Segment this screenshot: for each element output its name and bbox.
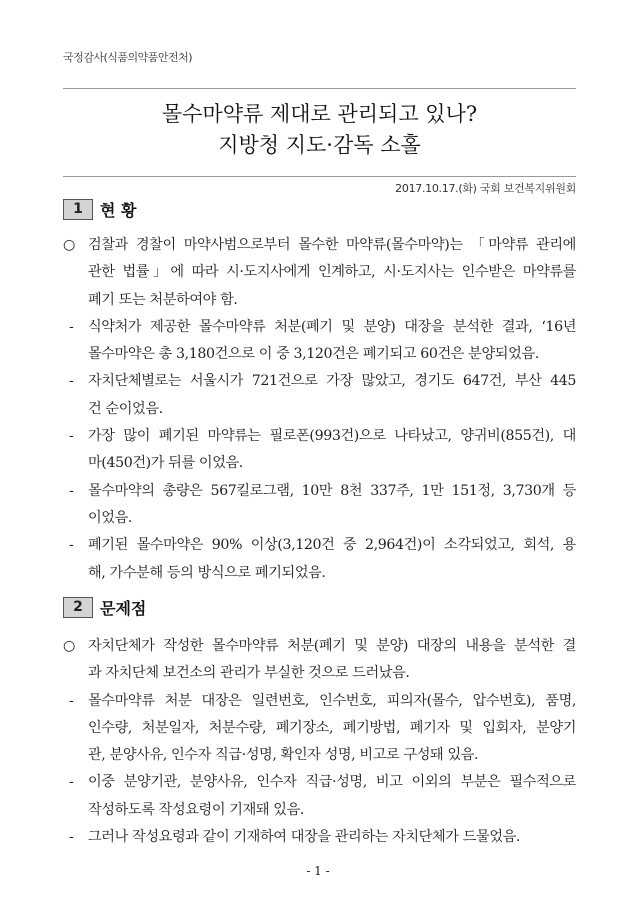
dash-paragraph bbox=[63, 688, 576, 770]
dash-paragraph bbox=[63, 423, 576, 478]
text-line: 폐기된 몰수마약은 90% 이상(3,120건 중 2,964건)이 소각되었고, 회석, 용 bbox=[88, 537, 576, 554]
dash-bullet-icon: - bbox=[69, 692, 74, 709]
text-line: 몰수마약은 총 3,180건으로 이 중 3,120건은 폐기되고 60건은 분양되었음. bbox=[88, 346, 539, 363]
dash-bullet-icon: - bbox=[69, 482, 74, 499]
bullet-paragraph bbox=[63, 633, 576, 688]
text-line: 작성하도록 작성요령이 기재돼 있음. bbox=[88, 801, 305, 818]
date-line: 2017.10.17.(화) 국회 보건복지위원회 bbox=[395, 182, 576, 195]
page-number: - 1 - bbox=[306, 864, 330, 878]
dash-bullet-icon: - bbox=[69, 537, 74, 554]
circle-bullet-icon: ○ bbox=[63, 237, 76, 253]
text-line: 관, 분양사유, 인수자 직급·성명, 확인자 성명, 비고로 구성돼 있음. bbox=[88, 747, 479, 764]
dash-bullet-icon: - bbox=[69, 428, 74, 445]
dash-paragraph bbox=[63, 314, 576, 369]
text-line: 가장 많이 폐기된 마약류는 필로폰(993건)으로 나타났고, 양귀비(855건), 대 bbox=[88, 428, 576, 445]
text-line: 자치단체가 작성한 몰수마약류 처분(폐기 및 분양) 대장의 내용을 분석한 결 bbox=[88, 638, 576, 654]
dash-bullet-icon: - bbox=[69, 373, 74, 390]
dash-bullet-icon: - bbox=[69, 774, 74, 791]
section-title: 현 황 bbox=[100, 201, 137, 220]
title-line-2: 지방청 지도·감독 소홀 bbox=[218, 133, 421, 157]
text-line: 그러나 작성요령과 같이 기재하여 대장을 관리하는 자치단체가 드물었음. bbox=[88, 829, 521, 846]
section-heading-1 bbox=[63, 198, 136, 221]
header-divider bbox=[63, 88, 576, 89]
text-line: 이었음. bbox=[88, 509, 133, 526]
text-line: 해, 가수분해 등의 방식으로 폐기되었음. bbox=[88, 564, 326, 581]
text-line: 자치단체별로는 서울시가 721건으로 가장 많았고, 경기도 647건, 부산 445 bbox=[88, 373, 576, 390]
dash-paragraph bbox=[63, 368, 576, 423]
text-line: 건 순이었음. bbox=[88, 400, 163, 417]
dash-paragraph bbox=[63, 824, 576, 851]
section-body-1 bbox=[63, 232, 576, 587]
bullet-paragraph bbox=[63, 232, 576, 314]
text-line: 인수량, 처분일자, 처분수량, 폐기장소, 폐기방법, 폐기자 및 입회자, 분양기 bbox=[88, 719, 576, 736]
title-line-1: 몰수마약류 제대로 관리되고 있나? bbox=[161, 102, 478, 126]
text-line: 검찰과 경찰이 마약사범으로부터 몰수한 마약류(몰수마약)는 「마약류 관리에 bbox=[88, 237, 576, 253]
text-line: 관한 법률」에 따라 시·도지사에게 인계하고, 시·도지사는 인수받은 마약류를 bbox=[88, 264, 576, 281]
section-number: 1 bbox=[63, 199, 93, 220]
section-body-2 bbox=[63, 633, 576, 851]
dash-paragraph bbox=[63, 532, 576, 587]
section-title: 문제점 bbox=[100, 599, 147, 618]
text-line: 마(450건)가 뒤를 이었음. bbox=[88, 455, 243, 472]
text-line: 몰수마약의 총량은 567킬로그램, 10만 8천 337주, 1만 151정, 3,730개 등 bbox=[88, 482, 576, 499]
text-line: 과 자치단체 보건소의 관리가 부실한 것으로 드러났음. bbox=[88, 665, 410, 682]
document-header: 국정감사(식품의약품안전처) bbox=[63, 51, 193, 64]
title-divider bbox=[63, 176, 576, 177]
text-line: 폐기 또는 처분하여야 함. bbox=[88, 291, 238, 308]
section-number: 2 bbox=[63, 597, 93, 618]
text-line: 이중 분양기관, 분양사유, 인수자 직급·성명, 비고 이외의 부분은 필수적으로 bbox=[88, 774, 576, 791]
dash-bullet-icon: - bbox=[69, 829, 74, 846]
text-line: 식약처가 제공한 몰수마약류 처분(폐기 및 분양) 대장을 분석한 결과, ‘16년 bbox=[88, 318, 576, 335]
text-line: 몰수마약류 처분 대장은 일련번호, 인수번호, 피의자(몰수, 압수번호), 품명, bbox=[88, 692, 576, 709]
dash-paragraph bbox=[63, 769, 576, 824]
dash-bullet-icon: - bbox=[69, 318, 74, 335]
circle-bullet-icon: ○ bbox=[63, 638, 76, 654]
section-heading-2 bbox=[63, 596, 146, 619]
dash-paragraph bbox=[63, 478, 576, 533]
